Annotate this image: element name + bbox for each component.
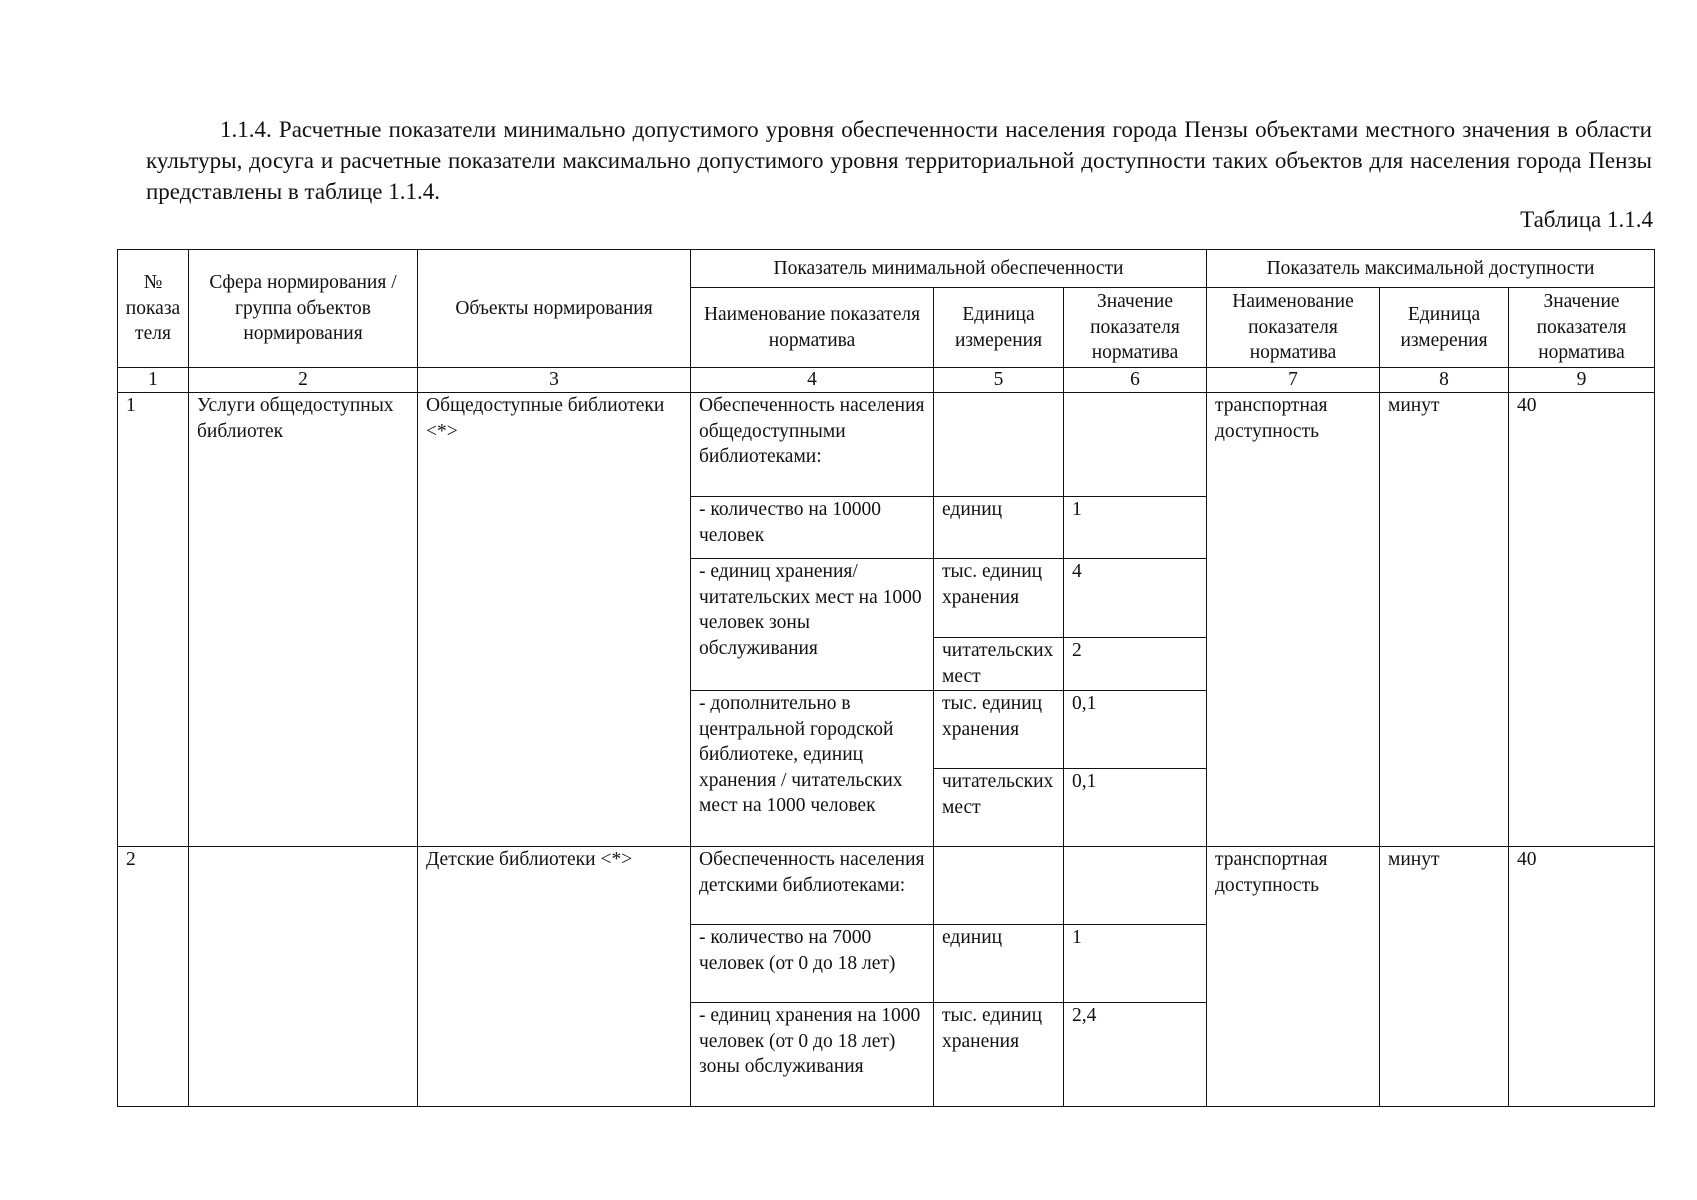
item-value: 4 xyxy=(1064,559,1207,638)
min-title: Обеспеченность населения общедоступными библиотеками: xyxy=(691,393,934,497)
item-unit: тыс. единиц хранения xyxy=(934,559,1064,638)
item-name: - количество на 10000 человек xyxy=(691,497,934,559)
norms-table xyxy=(117,249,1655,1107)
item-name: - единиц хранения/ читательских мест на 1000 человек зоны обслуживания xyxy=(691,559,934,691)
intro-paragraph: 1.1.4. Расчетные показатели минимально допустимого уровня обеспеченности населения города Пензы объектами местного значения в области культуры, досуга и расчетные показатели максимально допустимого уровня территориальной доступности таких объектов для населения города Пензы представлены в таблице 1.1.4. xyxy=(146,117,1652,204)
row-number: 2 xyxy=(118,847,189,1107)
item-unit: читательских мест xyxy=(934,769,1064,847)
column-number: 3 xyxy=(418,368,691,393)
row-objects: Детские библиотеки <*> xyxy=(418,847,691,1107)
item-unit: тыс. единиц хранения xyxy=(934,691,1064,769)
max-value: 40 xyxy=(1509,847,1655,1107)
header-max-value: Значение показателя норматива xyxy=(1509,288,1655,368)
max-value: 40 xyxy=(1509,393,1655,847)
max-unit: минут xyxy=(1380,393,1509,847)
header-col-sphere: Сфера нормирования / группа объектов нормирования xyxy=(189,250,418,368)
header-col-objects: Объекты нормирования xyxy=(418,250,691,368)
empty-cell xyxy=(934,393,1064,497)
item-unit: единиц xyxy=(934,925,1064,1003)
column-number: 6 xyxy=(1064,368,1207,393)
table-caption: Таблица 1.1.4 xyxy=(1520,207,1653,232)
item-value: 2,4 xyxy=(1064,1003,1207,1107)
item-name: - дополнительно в центральной городской библиотеке, единиц хранения / читательских мест на 1000 человек xyxy=(691,691,934,847)
item-unit: единиц xyxy=(934,497,1064,559)
item-value: 0,1 xyxy=(1064,691,1207,769)
header-min-value: Значение показателя норматива xyxy=(1064,288,1207,368)
row-sphere: Услуги общедоступных библиотек xyxy=(189,393,418,847)
empty-cell xyxy=(1064,847,1207,925)
empty-cell xyxy=(934,847,1064,925)
item-value: 1 xyxy=(1064,925,1207,1003)
item-value: 2 xyxy=(1064,638,1207,691)
column-number: 4 xyxy=(691,368,934,393)
max-unit: минут xyxy=(1380,847,1509,1107)
table-row xyxy=(118,847,1655,925)
header-group-min: Показатель минимальной обеспеченности xyxy=(691,250,1207,288)
column-numbers-row xyxy=(118,368,1655,393)
max-name: транспортная доступность xyxy=(1207,847,1380,1107)
max-name: транспортная доступность xyxy=(1207,393,1380,847)
header-max-unit: Единица измерения xyxy=(1380,288,1509,368)
row-number: 1 xyxy=(118,393,189,847)
item-unit: тыс. единиц хранения xyxy=(934,1003,1064,1107)
column-number: 7 xyxy=(1207,368,1380,393)
item-unit: читательских мест xyxy=(934,638,1064,691)
header-min-unit: Единица измерения xyxy=(934,288,1064,368)
row-sphere xyxy=(189,847,418,1107)
column-number: 2 xyxy=(189,368,418,393)
item-value: 0,1 xyxy=(1064,769,1207,847)
column-number: 9 xyxy=(1509,368,1655,393)
header-group-max: Показатель максимальной доступности xyxy=(1207,250,1655,288)
column-number: 8 xyxy=(1380,368,1509,393)
item-name: - количество на 7000 человек (от 0 до 18 лет) xyxy=(691,925,934,1003)
empty-cell xyxy=(1064,393,1207,497)
column-number: 5 xyxy=(934,368,1064,393)
item-name: - единиц хранения на 1000 человек (от 0 до 18 лет) зоны обслуживания xyxy=(691,1003,934,1107)
item-value: 1 xyxy=(1064,497,1207,559)
header-min-name: Наименование показателя норматива xyxy=(691,288,934,368)
header-col-num: № показа теля xyxy=(118,250,189,368)
min-title: Обеспеченность населения детскими библиотеками: xyxy=(691,847,934,925)
column-number: 1 xyxy=(118,368,189,393)
row-objects: Общедоступные библиотеки <*> xyxy=(418,393,691,847)
table-row xyxy=(118,393,1655,497)
header-max-name: Наименование показателя норматива xyxy=(1207,288,1380,368)
